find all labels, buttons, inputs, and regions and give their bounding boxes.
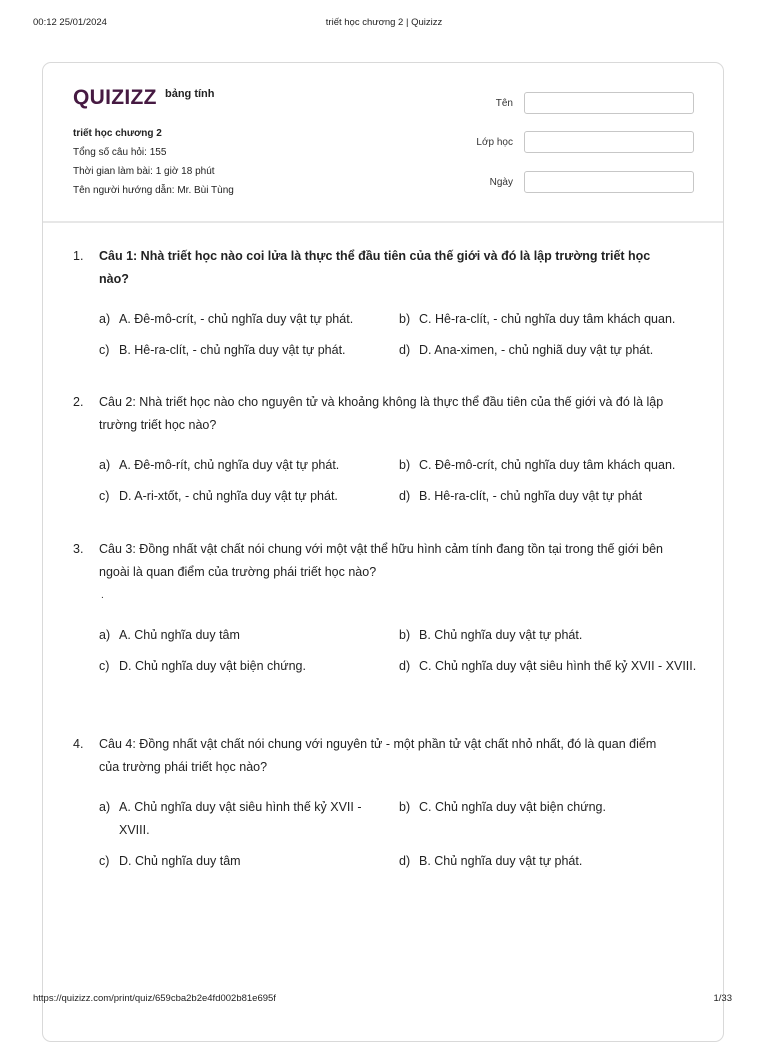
option-letter: d)	[399, 659, 411, 673]
option-d[interactable]	[399, 850, 699, 873]
option-letter: c)	[99, 854, 110, 868]
option-d[interactable]	[399, 339, 699, 362]
option-c[interactable]	[99, 339, 377, 362]
option-c[interactable]	[99, 655, 377, 678]
option-letter: d)	[399, 489, 411, 503]
option-a[interactable]	[99, 454, 377, 477]
option-text: D. Chủ nghĩa duy vật biện chứng.	[119, 659, 306, 673]
option-letter: a)	[99, 458, 111, 472]
option-letter: c)	[99, 343, 110, 357]
brand-row	[73, 85, 215, 109]
option-letter: b)	[399, 628, 411, 642]
class-field[interactable]	[524, 131, 694, 153]
question-number: 2.	[73, 395, 84, 409]
print-url[interactable]: https://quizizz.com/print/quiz/659cba2b2e4fd002b81e695f	[33, 993, 276, 1004]
option-letter: a)	[99, 312, 111, 326]
question-text: Câu 3: Đồng nhất vật chất nói chung với một vật thể hữu hình cảm tính đang tồn tại trong thế giới bên ngoài là quan điểm của trường phái triết học nào?	[99, 542, 664, 579]
option-c[interactable]	[99, 485, 377, 508]
option-text: A. Chủ nghĩa duy vật siêu hình thế kỷ XVII - XVIII.	[119, 800, 362, 837]
option-text: D. Chủ nghĩa duy tâm	[119, 854, 241, 868]
option-letter: d)	[399, 854, 411, 868]
print-page-title: triết học chương 2 | Quizizz	[325, 17, 443, 28]
option-text: C. Chủ nghĩa duy vật siêu hình thế kỷ XVII - XVIII.	[419, 659, 697, 673]
class-label: Lớp học	[476, 137, 513, 148]
option-letter: c)	[99, 659, 110, 673]
total-questions: Tổng số câu hỏi: 155	[73, 147, 167, 158]
option-text: C. Đê-mô-crít, chủ nghĩa duy tâm khách quan.	[419, 458, 676, 472]
worksheet-header	[43, 63, 723, 223]
quiz-title: triết học chương 2	[73, 128, 162, 139]
question-text: Câu 2: Nhà triết học nào cho nguyên tử và khoảng không là thực thể đầu tiên của thế giới và đó là lập trường triết học nào?	[99, 395, 664, 432]
question-note: .	[101, 590, 104, 601]
option-letter: b)	[399, 800, 411, 814]
option-a[interactable]	[99, 796, 377, 842]
option-c[interactable]	[99, 850, 377, 873]
name-field[interactable]	[524, 92, 694, 114]
option-text: C. Hê-ra-clít, - chủ nghĩa duy tâm khách quan.	[419, 312, 676, 326]
option-b[interactable]	[399, 454, 699, 477]
option-text: B. Chủ nghĩa duy vật tự phát.	[419, 628, 583, 642]
option-a[interactable]	[99, 308, 377, 331]
option-d[interactable]	[399, 655, 699, 678]
option-letter: c)	[99, 489, 110, 503]
option-text: A. Đê-mô-rít, chủ nghĩa duy vật tự phát.	[119, 458, 340, 472]
option-letter: a)	[99, 628, 111, 642]
option-d[interactable]	[399, 485, 699, 508]
question-text: Câu 4: Đồng nhất vật chất nói chung với nguyên tử - một phần tử vật chất nhỏ nhất, đó là quan điểm của trường phái triết học nào?	[99, 737, 657, 774]
svg-text:QUIZIZZ: QUIZIZZ	[73, 86, 157, 109]
option-b[interactable]	[399, 796, 699, 819]
duration: Thời gian làm bài: 1 giờ 18 phút	[73, 166, 215, 177]
question-number: 1.	[73, 249, 84, 263]
date-label: Ngày	[489, 177, 513, 188]
name-label: Tên	[495, 98, 513, 109]
option-text: A. Đê-mô-crít, - chủ nghĩa duy vật tự phát.	[119, 312, 354, 326]
option-text: B. Hê-ra-clít, - chủ nghĩa duy vật tự phát.	[119, 343, 346, 357]
question-number: 4.	[73, 737, 84, 751]
instructor: Tên người hướng dẫn: Mr. Bùi Tùng	[73, 185, 234, 196]
sheet-type: bảng tính	[165, 88, 215, 100]
option-letter: b)	[399, 458, 411, 472]
option-a[interactable]	[99, 624, 377, 647]
option-text: B. Chủ nghĩa duy vật tự phát.	[419, 854, 583, 868]
option-text: A. Chủ nghĩa duy tâm	[119, 628, 240, 642]
option-b[interactable]	[399, 624, 699, 647]
option-text: D. A-ri-xtốt, - chủ nghĩa duy vật tự phát.	[119, 489, 338, 503]
worksheet	[42, 62, 724, 1042]
option-letter: a)	[99, 800, 111, 814]
question-number: 3.	[73, 542, 84, 556]
question-text: Câu 1: Nhà triết học nào coi lửa là thực thể đầu tiên của thế giới và đó là lập trường triết học nào?	[99, 249, 651, 286]
option-text: C. Chủ nghĩa duy vật biện chứng.	[419, 800, 606, 814]
option-text: B. Hê-ra-clít, - chủ nghĩa duy vật tự phát	[419, 489, 643, 503]
print-datetime: 00:12 25/01/2024	[33, 17, 107, 28]
option-letter: b)	[399, 312, 411, 326]
option-b[interactable]	[399, 308, 699, 331]
option-letter: d)	[399, 343, 411, 357]
date-field[interactable]	[524, 171, 694, 193]
option-text: D. Ana-ximen, - chủ nghiã duy vật tự phát.	[419, 343, 654, 357]
print-page-number: 1/33	[713, 993, 732, 1004]
quizizz-logo	[73, 85, 157, 109]
